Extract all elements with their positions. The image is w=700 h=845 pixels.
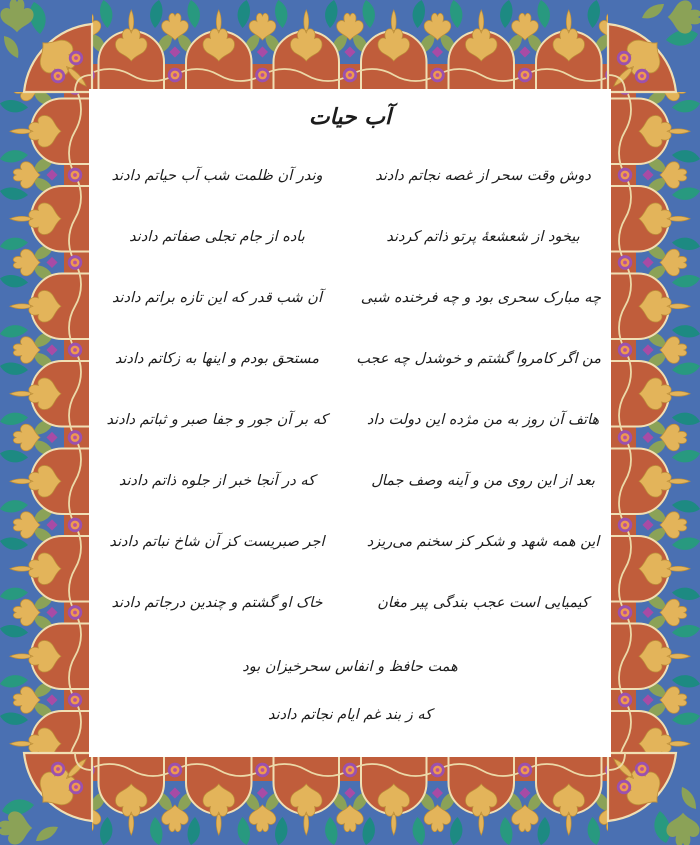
- hemistich-right: من اگر کامروا گشتم و خوشدل چه عجب: [356, 350, 601, 367]
- closing-line-1: همت حافظ و انفاس سحرخیزان بود: [242, 659, 458, 675]
- border-corner-top-left: [0, 0, 99, 99]
- hemistich-right: کیمیایی است عجب بندگی پیر مغان: [377, 594, 589, 611]
- hemistich-left: که بر آن جور و جفا صبر و ثباتم دادند: [106, 411, 328, 428]
- hemistich-right: دوش وقت سحر از غصه نجاتم دادند: [375, 167, 591, 184]
- hemistich-left: وندر آن ظلمت شب آب حیاتم دادند: [111, 167, 323, 184]
- border-corner-bottom-right: [601, 746, 700, 845]
- hemistich-right: چه مبارک سحری بود و چه فرخنده شبی: [360, 289, 601, 306]
- hemistich-left: مستحق بودم و اینها به زکاتم دادند: [114, 350, 320, 367]
- border-edge-left: [0, 0, 92, 845]
- couplet-row: [97, 389, 603, 450]
- border-corner-bottom-left: [0, 746, 99, 845]
- poem-page: [89, 89, 611, 757]
- couplet-row: [97, 145, 603, 206]
- hemistich-right: بعد از این روی من و آینه وصف جمال: [371, 472, 595, 489]
- closing-couplet: [97, 643, 603, 739]
- couplet-row: [97, 328, 603, 389]
- closing-line-2: که ز بند غم ایام نجاتم دادند: [267, 707, 433, 723]
- hemistich-left: که در آنجا خبر از جلوه ذاتم دادند: [118, 472, 316, 489]
- couplet-row: [97, 572, 603, 633]
- hemistich-left: باده از جام تجلی صفاتم دادند: [129, 228, 305, 245]
- hemistich-left: خاک او گشتم و چندین درجاتم دادند: [111, 594, 323, 611]
- couplet-row: [97, 267, 603, 328]
- couplet-row: [97, 206, 603, 267]
- hemistich-right: بیخود از شعشعهٔ پرتو ذاتم کردند: [386, 228, 580, 245]
- hemistich-left: اجر صبریست کز آن شاخ نباتم دادند: [109, 533, 325, 550]
- couplet-row: [97, 511, 603, 572]
- border-edge-right: [608, 0, 700, 845]
- couplet-row: [97, 450, 603, 511]
- border-edge-bottom: [0, 753, 700, 845]
- border-corner-top-right: [601, 0, 700, 99]
- border-edge-top: [0, 0, 700, 92]
- hemistich-right: هاتف آن روز به من مژده این دولت داد: [366, 411, 600, 428]
- hemistich-left: آن شب قدر که این تازه براتم دادند: [111, 289, 322, 306]
- poem-title: آب حیات: [308, 105, 392, 130]
- hemistich-right: این همه شهد و شکر کز سخنم می‌ریزد: [366, 533, 600, 550]
